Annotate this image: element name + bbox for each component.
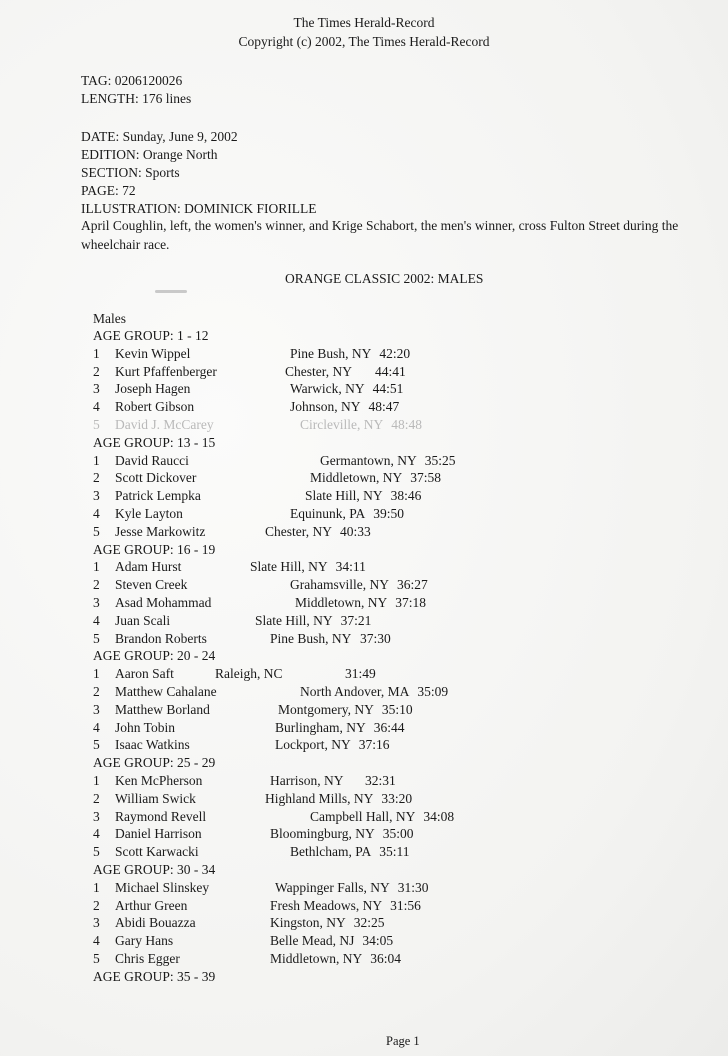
runner-name: Kurt Pfaffenberger [115, 363, 217, 379]
runner-name: Matthew Cahalane [115, 684, 217, 699]
finish-time: 37:18 [395, 595, 427, 610]
runner-name: Daniel Harrison [115, 826, 202, 842]
age-group-label: AGE GROUP: 30 - 34 [93, 862, 216, 877]
result-place: 2 [93, 684, 100, 699]
finish-time: 37:21 [340, 612, 372, 628]
runner-name: Scott Dickover [115, 470, 197, 486]
finish-time: 42:20 [379, 345, 411, 361]
finish-time: 34:11 [335, 559, 366, 575]
finish-time: 32:25 [353, 915, 385, 931]
runner-name: Kevin Wippel [115, 345, 191, 361]
section-line: SECTION: Sports [81, 165, 180, 180]
result-place: 3 [93, 488, 100, 504]
result-place: 5 [93, 737, 100, 753]
length-line: LENGTH: 176 lines [81, 91, 192, 106]
finish-time: 40:33 [339, 523, 371, 539]
age-group-label: AGE GROUP: 16 - 19 [93, 541, 216, 557]
finish-time: 48:48 [391, 417, 422, 432]
runner-name: Kyle Layton [115, 506, 183, 521]
runner-name: Isaac Watkins [115, 737, 190, 753]
result-place: 1 [93, 879, 100, 895]
runner-name: Steven Creek [115, 577, 188, 593]
runner-name: Abidi Bouazza [115, 915, 196, 931]
result-place: 2 [93, 470, 100, 486]
runner-name: Asad Mohammad [115, 595, 212, 610]
runner-town: Germantown, NY [320, 452, 417, 468]
result-place: 5 [93, 523, 100, 539]
result-place: 4 [93, 826, 100, 842]
result-place: 1 [93, 452, 100, 468]
result-place: 1 [93, 666, 100, 682]
runner-name: John Tobin [115, 719, 175, 735]
result-place: 5 [93, 951, 100, 966]
finish-time: 31:56 [390, 897, 421, 913]
runner-name: Juan Scali [115, 612, 171, 628]
result-place: 1 [93, 773, 100, 788]
result-place: 4 [93, 506, 100, 521]
runner-town: Lockport, NY [275, 737, 351, 753]
runner-town: Campbell Hall, NY [310, 808, 416, 824]
runner-town: Pine Bush, NY [270, 630, 352, 646]
runner-town: Burlingham, NY [275, 719, 366, 735]
runner-town: Middletown, NY [270, 951, 363, 966]
runner-town: Middletown, NY [295, 595, 388, 610]
runner-town: Chester, NY [285, 363, 352, 379]
scan-smudge [155, 290, 187, 293]
tag-line: TAG: 0206120026 [81, 73, 183, 88]
result-place: 4 [93, 933, 100, 949]
runner-name: Chris Egger [115, 951, 180, 966]
runner-town: Chester, NY [265, 523, 332, 539]
finish-time: 34:05 [362, 933, 394, 949]
result-place: 2 [93, 363, 100, 379]
page-number: Page 1 [386, 1034, 420, 1048]
date-line: DATE: Sunday, June 9, 2002 [81, 129, 238, 144]
finish-time: 37:30 [360, 630, 391, 646]
finish-time: 35:09 [417, 684, 449, 699]
runner-town: Slate Hill, NY [255, 612, 333, 628]
result-place: 3 [93, 701, 100, 717]
runner-name: Joseph Hagen [115, 381, 191, 397]
runner-name: Gary Hans [115, 933, 174, 949]
runner-town: Raleigh, NC [215, 666, 283, 682]
result-place: 3 [93, 915, 100, 931]
runner-name: Patrick Lempka [115, 488, 201, 504]
result-place: 2 [93, 790, 100, 806]
runner-town: Montgomery, NY [278, 701, 374, 717]
results-heading: ORANGE CLASSIC 2002: MALES [285, 271, 484, 286]
runner-name: Raymond Revell [115, 808, 207, 824]
finish-time: 34:08 [423, 808, 455, 824]
age-group-label: AGE GROUP: 35 - 39 [93, 968, 216, 984]
finish-time: 39:50 [373, 506, 405, 521]
runner-town: Slate Hill, NY [305, 488, 383, 504]
finish-time: 31:49 [345, 666, 376, 682]
result-place: 1 [93, 559, 100, 575]
runner-name: Brandon Roberts [115, 630, 207, 646]
runner-name: William Swick [115, 790, 196, 806]
runner-town: Grahamsville, NY [290, 577, 389, 593]
finish-time: 35:10 [381, 701, 413, 717]
result-place: 2 [93, 897, 100, 913]
copyright-line: Copyright (c) 2002, The Times Herald-Record [238, 34, 490, 49]
illustration-line: ILLUSTRATION: DOMINICK FIORILLE [81, 201, 317, 216]
runner-name: Michael Slinskey [115, 879, 210, 895]
runner-name: Scott Karwacki [115, 844, 199, 860]
result-place: 5 [93, 630, 100, 646]
runner-town: Bethlcham, PA [290, 844, 372, 860]
runner-town: Pine Bush, NY [290, 345, 372, 361]
runner-town: Johnson, NY [290, 399, 361, 415]
finish-time: 36:44 [373, 719, 405, 735]
males-subheading: Males [93, 311, 126, 326]
runner-name: Matthew Borland [115, 701, 210, 717]
finish-time: 44:51 [372, 381, 404, 397]
publication-title: The Times Herald-Record [293, 15, 435, 30]
runner-town: Middletown, NY [310, 470, 403, 486]
result-place: 2 [93, 577, 100, 593]
result-place: 4 [93, 719, 100, 735]
runner-town: Fresh Meadows, NY [270, 897, 383, 913]
finish-time: 44:41 [375, 363, 406, 379]
finish-time: 31:30 [397, 879, 429, 895]
age-group-label: AGE GROUP: 13 - 15 [93, 434, 216, 450]
result-place: 3 [93, 381, 100, 397]
finish-time: 36:04 [370, 951, 402, 966]
runner-name: Aaron Saft [115, 666, 174, 682]
runner-town: Bloomingburg, NY [270, 826, 375, 842]
runner-town: Slate Hill, NY [250, 559, 328, 575]
runner-name: David Raucci [115, 452, 189, 468]
finish-time: 35:00 [382, 826, 414, 842]
result-place: 4 [93, 612, 100, 628]
runner-name: Robert Gibson [115, 399, 195, 415]
result-place: 3 [93, 595, 100, 610]
result-place: 3 [93, 808, 100, 824]
runner-town: Harrison, NY [270, 773, 344, 788]
runner-name: Arthur Green [115, 897, 188, 913]
runner-town: Circleville, NY [300, 417, 384, 432]
photo-caption: April Coughlin, left, the women's winner, and Krige Schabort, the men's winner, cross Fulton Street during the wheelchair race. [81, 218, 679, 252]
runner-name: Jesse Markowitz [115, 523, 206, 539]
result-place: 4 [93, 399, 100, 415]
finish-time: 35:11 [379, 844, 410, 860]
runner-name: David J. McCarey [115, 417, 214, 432]
result-place: 1 [93, 345, 100, 361]
finish-time: 33:20 [381, 790, 413, 806]
result-place: 5 [93, 417, 100, 432]
age-group-label: AGE GROUP: 25 - 29 [93, 755, 216, 771]
finish-time: 35:25 [424, 452, 456, 468]
edition-line: EDITION: Orange North [81, 147, 218, 162]
runner-name: Ken McPherson [115, 773, 203, 788]
runner-town: Belle Mead, NJ [270, 933, 355, 949]
finish-time: 37:58 [410, 470, 442, 486]
result-place: 5 [93, 844, 100, 860]
finish-time: 36:27 [396, 577, 428, 593]
age-group-label: AGE GROUP: 1 - 12 [93, 328, 209, 343]
runner-town: Kingston, NY [270, 915, 346, 931]
finish-time: 37:16 [358, 737, 390, 753]
runner-town: North Andover, MA [300, 684, 410, 699]
runner-name: Adam Hurst [115, 559, 182, 575]
runner-town: Warwick, NY [290, 381, 365, 397]
runner-town: Equinunk, PA [290, 506, 366, 521]
runner-town: Highland Mills, NY [265, 790, 374, 806]
finish-time: 38:46 [390, 488, 422, 504]
runner-town: Wappinger Falls, NY [275, 879, 390, 895]
age-group-label: AGE GROUP: 20 - 24 [93, 648, 216, 664]
finish-time: 48:47 [368, 399, 400, 415]
page-line: PAGE: 72 [81, 183, 136, 198]
finish-time: 32:31 [365, 773, 396, 788]
